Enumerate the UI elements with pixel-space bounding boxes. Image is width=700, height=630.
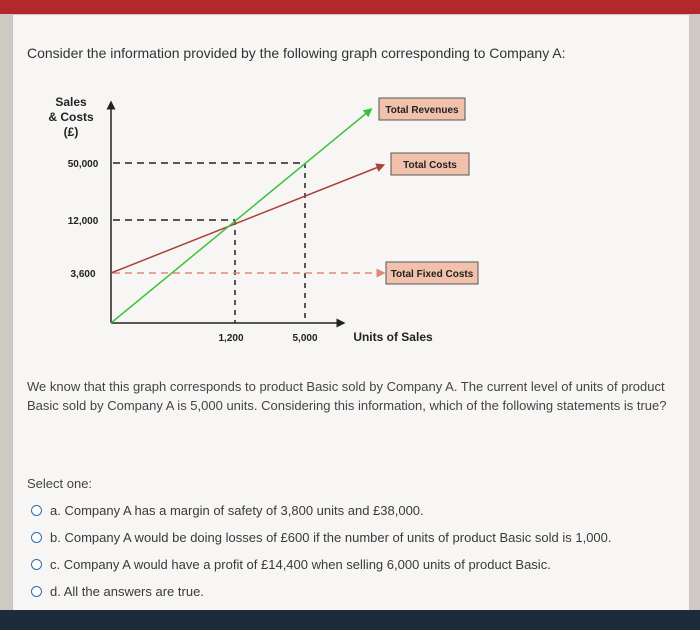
option-c-label: c. Company A would have a profit of £14,400 when selling 6,000 units of product Basic. [50,557,551,572]
answer-options [27,497,612,605]
x-tick-1200: 1,200 [218,333,244,344]
y-tick-50000: 50,000 [67,159,99,170]
x-axis-label: Units of Sales [353,330,433,344]
option-b[interactable] [27,524,612,551]
select-one-label: Select one: [27,476,93,491]
option-a-label: a. Company A has a margin of safety of 3,800 units and £38,000. [50,503,424,518]
y-axis-label-line3: (£) [63,125,79,139]
y-axis-label-line1: Sales [55,95,87,109]
y-tick-12000: 12,000 [67,216,99,227]
option-d-label: d. All the answers are true. [50,584,204,599]
context-paragraph: We know that this graph corresponds to product Basic sold by Company A. The current level of units of product Basic sold by Company A is 5,000 units. Considering this information, which of the following statements is true? [27,379,667,413]
option-b-label: b. Company A would be doing losses of £600 if the number of units of product Basic sold is 1,000. [50,530,612,545]
callout-total-revenues: Total Revenues [385,105,459,116]
callout-total-costs: Total Costs [403,160,457,171]
radio-d[interactable] [31,586,42,597]
break-even-chart [41,93,481,378]
radio-a[interactable] [31,505,42,516]
option-c[interactable] [27,551,612,578]
question-card [12,14,690,612]
series-total-revenues [111,111,369,323]
top-bar [0,0,700,14]
callout-total-fixed-costs: Total Fixed Costs [390,269,474,280]
bottom-bar [0,610,700,630]
option-d[interactable] [27,578,612,605]
x-tick-5000: 5,000 [292,333,318,344]
radio-c[interactable] [31,559,42,570]
y-tick-3600: 3,600 [70,269,96,280]
question-text: Consider the information provided by the following graph corresponding to Company A: [27,45,566,61]
option-a[interactable] [27,497,612,524]
y-axis-label-line2: & Costs [48,110,94,124]
radio-b[interactable] [31,532,42,543]
